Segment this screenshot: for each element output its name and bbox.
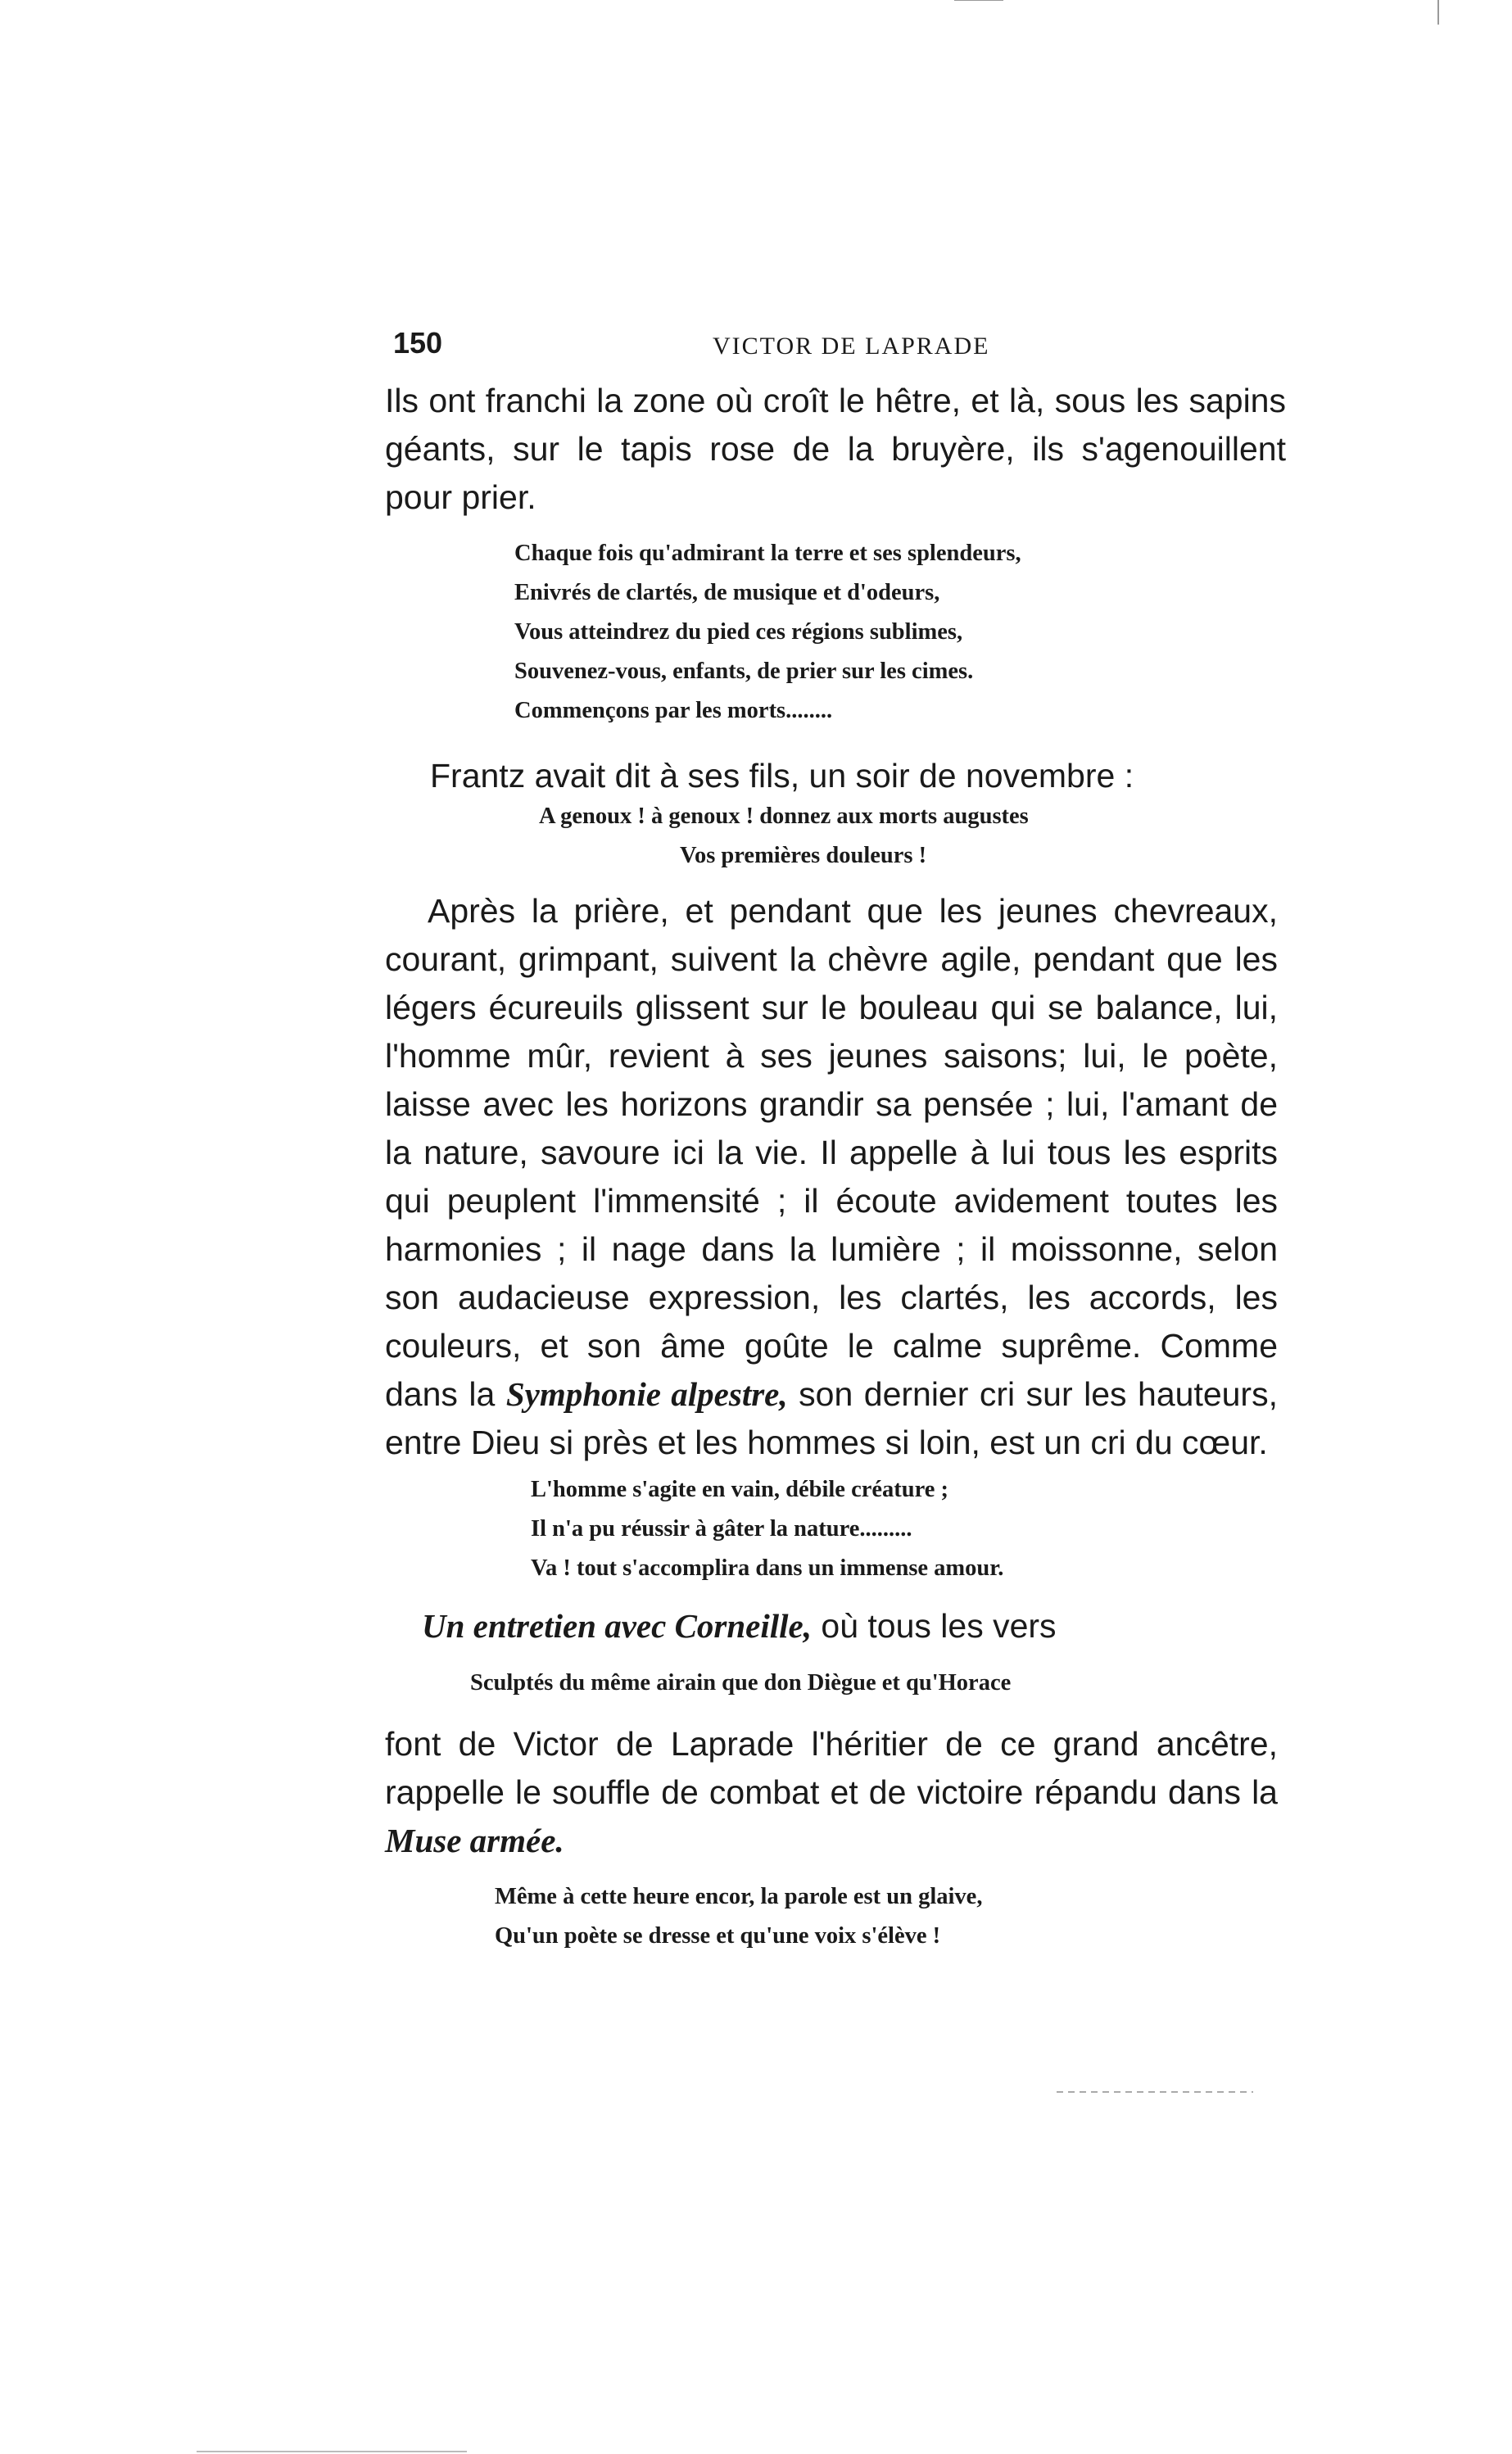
paragraph-4-text: où tous les vers xyxy=(821,1607,1057,1645)
running-head: VICTOR DE LAPRADE xyxy=(713,333,990,360)
verse-line: Va ! tout s'accomplira dans un immense amour. xyxy=(531,1555,1004,1581)
verse-line: L'homme s'agite en vain, débile créature ; xyxy=(531,1477,949,1502)
verse-line: Vos premières douleurs ! xyxy=(680,843,927,868)
paragraph-4 xyxy=(422,1602,1274,1650)
verse-line: Souvenez-vous, enfants, de prier sur les cimes. xyxy=(514,659,974,684)
verse-line: Chaque fois qu'admirant la terre et ses splendeurs, xyxy=(514,541,1021,566)
verse-line: Commençons par les morts........ xyxy=(514,698,833,723)
verse-line: Sculptés du même airain que don Diègue et qu'Horace xyxy=(470,1670,1012,1696)
paragraph-5 xyxy=(385,1720,1278,1865)
verse-block-2 xyxy=(539,797,1029,876)
print-artifact-mark xyxy=(1437,0,1439,25)
print-artifact-line xyxy=(197,2451,467,2452)
page-number: 150 xyxy=(393,326,443,360)
print-artifact-line xyxy=(1057,2091,1253,2093)
verse-block-3 xyxy=(531,1470,1003,1588)
verse-line: Même à cette heure encor, la parole est un glaive, xyxy=(495,1884,983,1909)
paragraph-2: Frantz avait dit à ses fils, un soir de novembre : xyxy=(430,757,1134,795)
paragraph-5-text: font de Victor de Laprade l'héritier de ce grand ancêtre, rappelle le souffle de combat et de victoire répandu dans la xyxy=(385,1725,1278,1811)
page-header xyxy=(393,326,1294,367)
verse-block-5 xyxy=(495,1877,982,1956)
verse-block-1 xyxy=(514,534,1021,731)
paragraph-3 xyxy=(385,887,1278,1467)
work-title-symphonie-alpestre: Symphonie alpestre, xyxy=(505,1375,788,1413)
verse-line: Qu'un poète se dresse et qu'une voix s'élève ! xyxy=(495,1923,941,1949)
paragraph-3-end: son dernier cri sur les hauteurs, entre Dieu si près et les hommes si loin, est un cri du cœur. xyxy=(385,1375,1278,1461)
paragraph-3-text: Après la prière, et pendant que les jeunes chevreaux, courant, grimpant, suivent la chèvre agile, pendant que les légers écureuils glissent sur le bouleau qui se balance, lui, l'homme mûr, revient à ses jeunes saisons; lui, le poète, laisse avec les horizons grandir sa pensée ; lui, l'amant de la nature, savoure ici la vie. Il appelle à lui tous les esprits qui peuplent l'immensité ; il écoute avidement toutes les harmonies ; il nage dans la lumière ; il moissonne, selon son audacieuse expression, les clartés, les accords, les couleurs, et son âme goûte le calme suprême. Comme dans la xyxy=(385,892,1278,1413)
verse-line: A genoux ! à genoux ! donnez aux morts augustes xyxy=(539,804,1029,829)
verse-block-4 xyxy=(470,1664,1011,1703)
verse-line: Vous atteindrez du pied ces régions sublimes, xyxy=(514,619,963,645)
paragraph-1: Ils ont franchi la zone où croît le hêtre, et là, sous les sapins géants, sur le tapis rose de la bruyère, ils s'agenouillent pour prier. xyxy=(385,382,1286,516)
verse-line: Enivrés de clartés, de musique et d'odeurs, xyxy=(514,580,940,605)
work-title-muse-armee: Muse armée. xyxy=(385,1822,564,1859)
work-title-entretien-corneille: Un entretien avec Corneille, xyxy=(422,1607,813,1645)
print-artifact-mark xyxy=(954,0,1003,1)
verse-line: Il n'a pu réussir à gâter la nature......... xyxy=(531,1516,912,1542)
